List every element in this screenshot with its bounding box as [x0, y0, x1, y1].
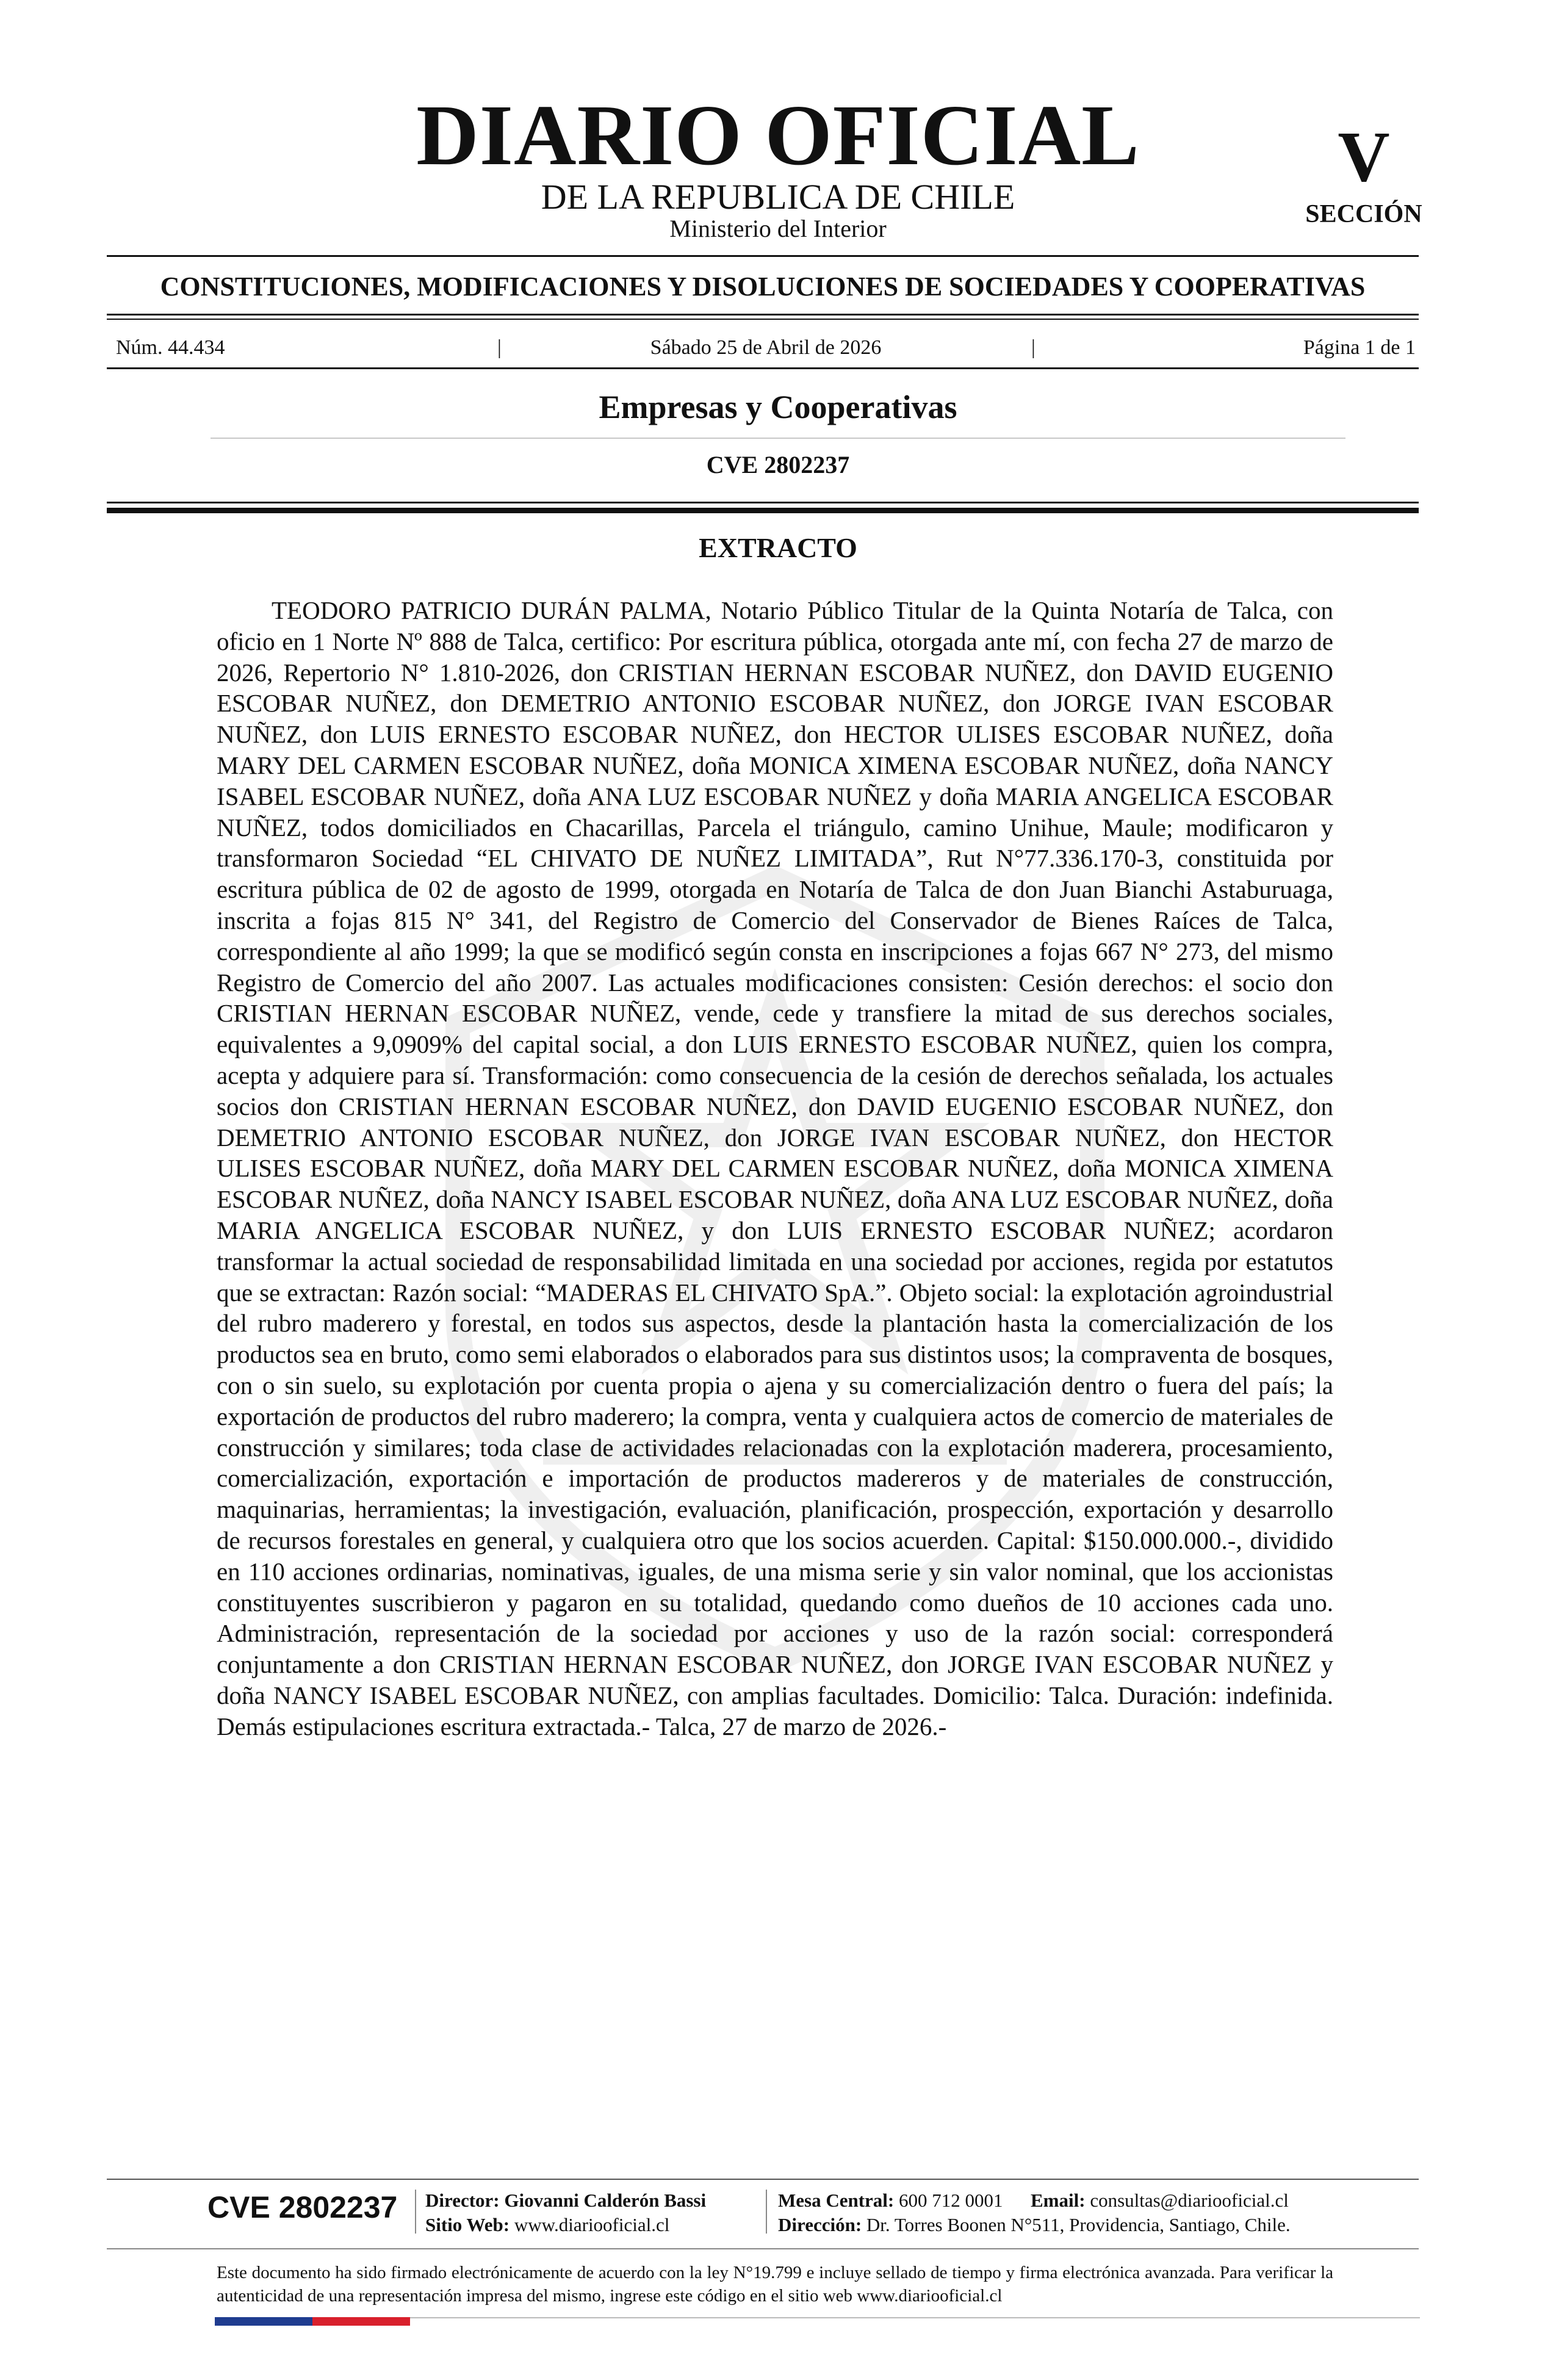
- category-title: CONSTITUCIONES, MODIFICACIONES Y DISOLUCIONES DE SOCIEDADES Y COOPERATIVAS: [160, 272, 1366, 301]
- cve-code: CVE 2802237: [706, 451, 850, 478]
- extract-heading: EXTRACTO: [699, 532, 857, 563]
- cve-rule-thick: [107, 508, 1419, 513]
- phone-value: 600 712 0001: [899, 2190, 1003, 2211]
- category-rule-thin: [107, 319, 1419, 320]
- masthead-subtitle: DE LA REPUBLICA DE CHILE: [541, 177, 1015, 217]
- footer-rule-middle: [107, 2248, 1419, 2249]
- footer-rule-top: [107, 2179, 1419, 2180]
- director-label: Director:: [425, 2190, 500, 2211]
- meta-separator: |: [1031, 336, 1036, 359]
- section-number: V: [1338, 117, 1390, 197]
- header-rule-top: [107, 255, 1419, 257]
- issue-meta-row: [116, 336, 1416, 360]
- footer-contact-block: [778, 2188, 1291, 2237]
- cve-rule-thin: [107, 502, 1419, 503]
- footer-divider: [766, 2190, 767, 2234]
- masthead-ministry: Ministerio del Interior: [669, 215, 887, 242]
- website-link[interactable]: www.diariooficial.cl: [514, 2214, 670, 2235]
- address-label: Dirección:: [778, 2214, 862, 2235]
- address-value: Dr. Torres Boonen N°511, Providencia, Santiago, Chile.: [866, 2214, 1291, 2235]
- phone-label: Mesa Central:: [778, 2190, 895, 2211]
- website-label: Sitio Web:: [425, 2214, 510, 2235]
- extract-body: TEODORO PATRICIO DURÁN PALMA, Notario Público Titular de la Quinta Notaría de Talca, con oficio en 1 Norte Nº 888 de Talca, certifico: Por escritura pública, otorgada ante mí, con fecha 27 de marzo de 2026, Repertorio N° 1.810-2026, don CRISTIAN HERNAN ESCOBAR NUÑEZ, don DAVID EUGENIO ESCOBAR NUÑEZ, don DEMETRIO ANTONIO ESCOBAR NUÑEZ, don JORGE IVAN ESCOBAR NUÑEZ, don LUIS ERNESTO ESCOBAR NUÑEZ, don HECTOR ULISES ESCOBAR NUÑEZ, doña MARY DEL CARMEN ESCOBAR NUÑEZ, doña MONICA XIMENA ESCOBAR NUÑEZ, doña NANCY ISABEL ESCOBAR NUÑEZ, doña ANA LUZ ESCOBAR NUÑEZ y doña MARIA ANGELICA ESCOBAR NUÑEZ, todos domiciliados en Chacarillas, Parcela el triángulo, camino Unihue, Maule; modificaron y transformaron Sociedad “EL CHIVATO DE NUÑEZ LIMITADA”, Rut N°77.336.170-3, constituida por escritura pública de 02 de agosto de 1999, otorgada en Notaría de Talca de don Juan Bianchi Astaburuaga, inscrita a fojas 815 N° 341, del Registro de Comercio del Conservador de Bienes Raíces de Talca, correspondiente al año 1999; la que se modificó según consta en inscripciones a fojas 667 N° 273, del mismo Registro de Comercio del año 2007. Las actuales modificaciones consisten: Cesión derechos: el socio don CRISTIAN HERNAN ESCOBAR NUÑEZ, vende, cede y transfiere la mitad de sus derechos sociales, equivalentes a 9,0909% del capital social, a don LUIS ERNESTO ESCOBAR NUÑEZ, quien los compra, acepta y adquiere para sí. Transformación: como consecuencia de la cesión de derechos señalada, los actuales socios don CRISTIAN HERNAN ESCOBAR NUÑEZ, don DAVID EUGENIO ESCOBAR NUÑEZ, don DEMETRIO ANTONIO ESCOBAR NUÑEZ, don JORGE IVAN ESCOBAR NUÑEZ, don HECTOR ULISES ESCOBAR NUÑEZ, doña MARY DEL CARMEN ESCOBAR NUÑEZ, doña MONICA XIMENA ESCOBAR NUÑEZ, doña NANCY ISABEL ESCOBAR NUÑEZ, doña ANA LUZ ESCOBAR NUÑEZ, doña MARIA ANGELICA ESCOBAR NUÑEZ, y don LUIS ERNESTO ESCOBAR NUÑEZ; acordaron transformar la actual sociedad de responsabilidad limitada en una sociedad por acciones, regida por estatutos que se extractan: Razón social: “MADERAS EL CHIVATO SpA.”. Objeto social: la explotación agroindustrial del rubro maderero y forestal, en todos sus aspectos, desde la plantación hasta la comercialización de los productos sea en bruto, como semi elaborados o elaborados para sus distintos usos; la compraventa de bosques, con o sin suelo, su explotación por cuenta propia o ajena y su comercialización dentro o fuera del país; la exportación de productos del rubro maderero; la compra, venta y cualquiera actos de comercio de materiales de construcción y similares; toda clase de actividades relacionadas con la explotación maderera, procesamiento, comercialización, exportación e importación de productos madereros y de materiales de construcción, maquinarias, herramientas; la investigación, evaluación, planificación, prospección, exportación y desarrollo de recursos forestales en general, y cualquiera otro que los socios acuerden. Capital: $150.000.000.-, dividido en 110 acciones ordinarias, nominativas, iguales, de una misma serie y sin valor nominal, que los accionistas constituyentes suscribieron y pagaron en su totalidad, quedando como dueños de 10 acciones cada uno. Administración, representación de la sociedad por acciones y uso de la razón social: corresponderá conjuntamente a don CRISTIAN HERNAN ESCOBAR NUÑEZ, don JORGE IVAN ESCOBAR NUÑEZ y doña NANCY ISABEL ESCOBAR NUÑEZ, con amplias facultades. Domicilio: Talca. Duración: indefinida. Demás estipulaciones escritura extractada.- Talca, 27 de marzo de 2026.-: [217, 596, 1333, 1740]
- footer-director-block: [425, 2188, 706, 2237]
- section-heading: Empresas y Cooperativas: [599, 389, 957, 425]
- flag-stripe-red: [312, 2317, 410, 2326]
- flag-stripe-blue: [215, 2317, 312, 2326]
- category-rule-thick: [107, 314, 1419, 316]
- section-label: SECCIÓN: [1305, 200, 1422, 228]
- issue-date: Sábado 25 de Abril de 2026: [650, 336, 882, 359]
- issue-number: Núm. 44.434: [116, 336, 225, 359]
- meta-separator: |: [497, 336, 502, 359]
- heading-divider: [211, 438, 1345, 439]
- footer-divider: [415, 2190, 416, 2234]
- email-label: Email:: [1031, 2190, 1086, 2211]
- signature-note: Este documento ha sido firmado electrónicamente de acuerdo con la ley N°19.799 e incluye sellado de tiempo y firma electrónica avanzada. Para verificar la autenticidad de una representación impresa del mismo, ingrese este código en el sitio web www.diariooficial.cl: [217, 2263, 1333, 2306]
- page-count: Página 1 de 1: [1303, 336, 1416, 359]
- masthead-title: DIARIO OFICIAL: [416, 87, 1140, 183]
- meta-rule: [107, 367, 1419, 369]
- footer-rule-bottom: [410, 2317, 1420, 2318]
- footer-cve-code: CVE 2802237: [207, 2190, 398, 2224]
- email-link[interactable]: consultas@diariooficial.cl: [1090, 2190, 1289, 2211]
- director-name: Giovanni Calderón Bassi: [504, 2190, 707, 2211]
